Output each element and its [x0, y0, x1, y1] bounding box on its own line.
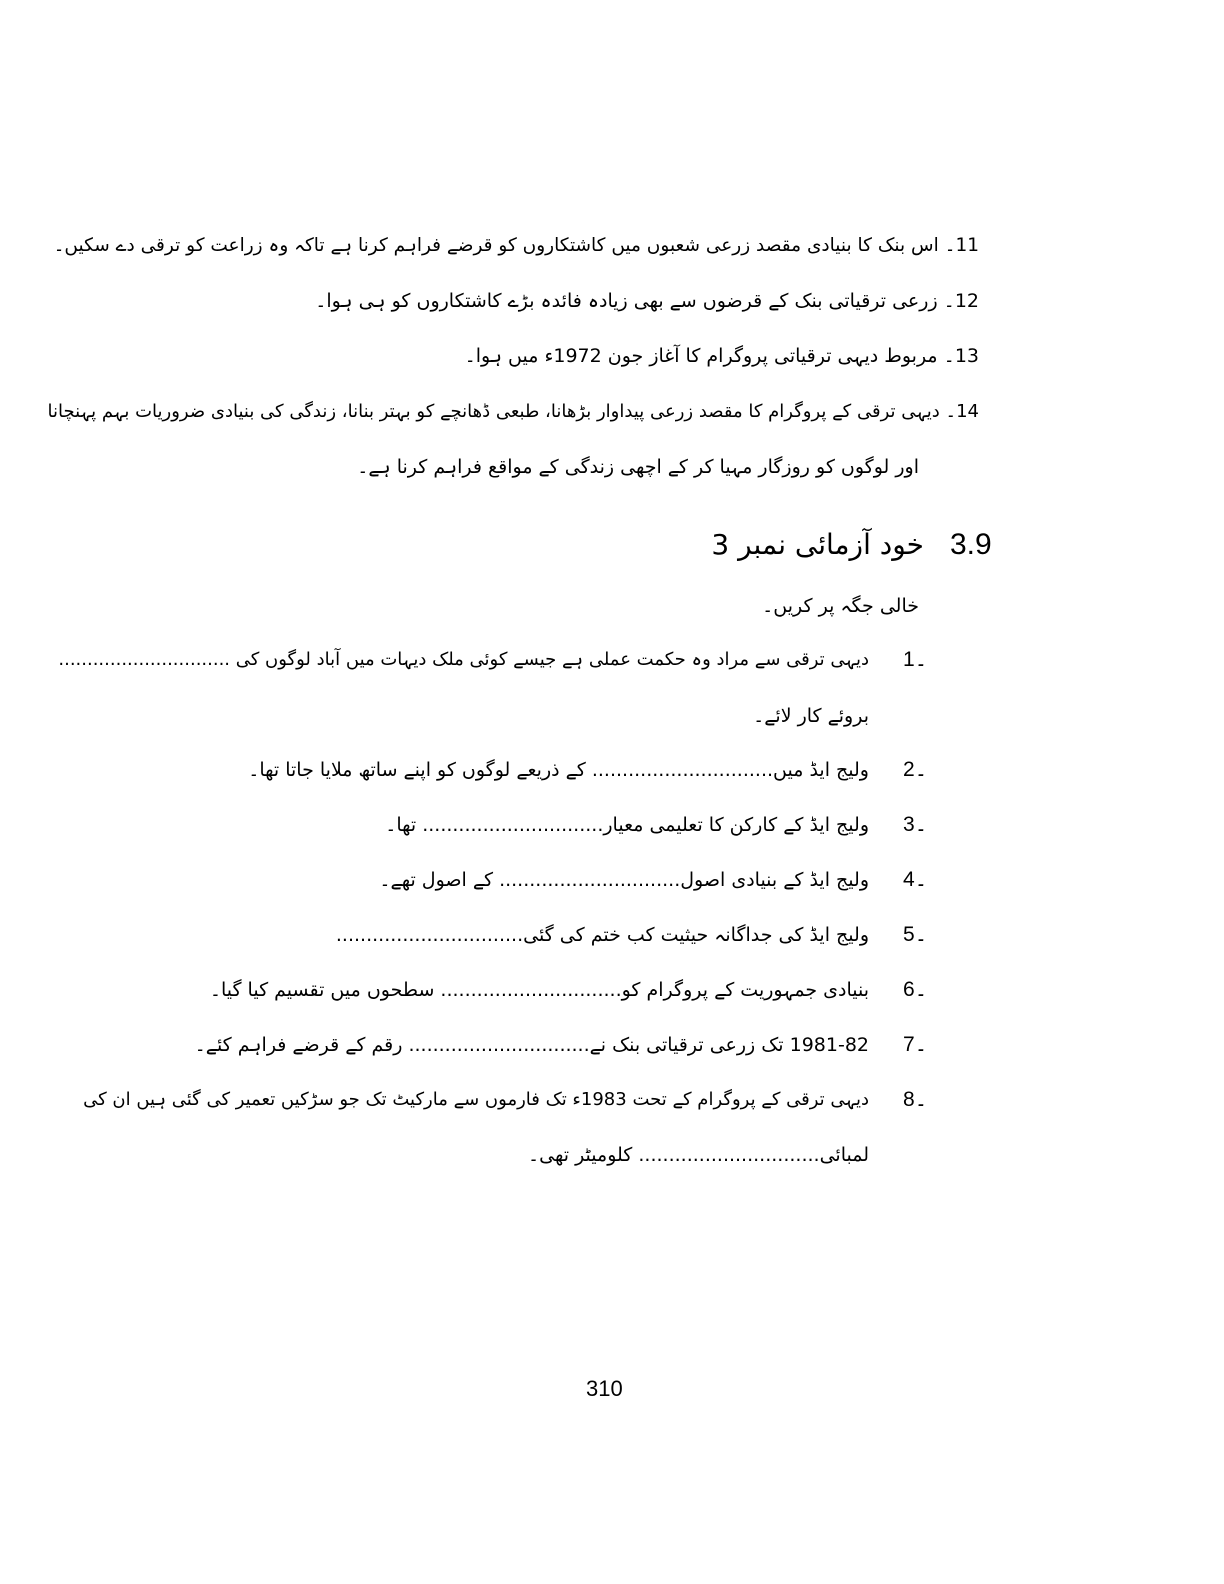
exercise-number: 3۔	[903, 813, 927, 836]
exercise-item-7	[195, 1030, 869, 1060]
exercise-item-5	[336, 920, 869, 950]
section-title: خود آزمائی نمبر 3	[711, 528, 924, 561]
summary-point-13	[465, 341, 979, 371]
exercise-text: 1981-82 تک زرعی ترقیاتی بنک نے.............................. رقم کے قرضے فراہم کئے۔	[194, 1034, 869, 1056]
exercise-text: دیہی ترقی سے مراد وہ حکمت عملی ہے جیسے کوئی ملک دیہات میں آباد لوگوں کی ..............................	[58, 649, 869, 670]
summary-point-number: 13۔	[943, 345, 979, 367]
summary-point-text: زرعی ترقیاتی بنک کے قرضوں سے بھی زیادہ فائدہ بڑے کاشتکاروں کو ہی ہوا۔	[315, 290, 938, 312]
exercise-item-6	[210, 975, 869, 1005]
exercise-number: 7۔	[903, 1033, 927, 1056]
exercise-number: 8۔	[903, 1088, 927, 1111]
exercise-item-1-continuation	[753, 701, 869, 731]
summary-point-11	[54, 231, 979, 261]
summary-point-number: 12۔	[943, 290, 979, 312]
exercise-text: ولیج ایڈ میں.............................. کے ذریعے لوگوں کو اپنے ساتھ ملایا جاتا تھا۔	[248, 759, 869, 781]
exercise-number: 4۔	[903, 868, 927, 891]
summary-point-text: اس بنک کا بنیادی مقصد زرعی شعبوں میں کاشتکاروں کو قرضے فراہم کرنا ہے تاکہ وہ زراعت کو ترقی دے سکیں۔	[53, 235, 939, 256]
summary-point-14-continuation	[357, 452, 919, 482]
summary-point-number: 11۔	[944, 235, 979, 256]
exercise-number: 2۔	[903, 758, 927, 781]
exercise-text: ولیج ایڈ کی جداگانہ حیثیت کب ختم کی گئی...............................	[335, 924, 869, 946]
summary-point-14	[48, 397, 979, 427]
exercise-text: لمبائی.............................. کلومیٹر تھی۔	[528, 1144, 869, 1166]
exercise-number: 5۔	[903, 923, 927, 946]
exercise-number: 6۔	[903, 978, 927, 1001]
exercise-text: ولیج ایڈ کے بنیادی اصول.............................. کے اصول تھے۔	[379, 869, 869, 891]
summary-point-text: مربوط دیہی ترقیاتی پروگرام کا آغاز جون 1972ء میں ہوا۔	[464, 345, 938, 367]
exercise-item-4	[379, 865, 869, 895]
exercise-text: دیہی ترقی کے پروگرام کے تحت 1983ء تک فارموں سے مارکیٹ تک جو سڑکیں تعمیر کی گئی ہیں ان کی	[83, 1089, 869, 1110]
section-instruction: خالی جگہ پر کریں۔	[762, 595, 919, 617]
summary-point-12	[315, 286, 979, 316]
exercise-item-8-continuation	[528, 1140, 869, 1170]
summary-point-number: 14۔	[945, 401, 979, 422]
exercise-text: بنیادی جمہوریت کے پروگرام کو.............................. سطحوں میں تقسیم کیا گیا۔	[209, 979, 869, 1001]
section-number: 3.9	[950, 528, 992, 561]
summary-point-text: دیہی ترقی کے پروگرام کا مقصد زرعی پیداوار بڑھانا، طبعی ڈھانچے کو بہتر بنانا، زندگی کی بنیادی ضروریات بہم پہنچانا	[47, 401, 940, 422]
summary-point-text: اور لوگوں کو روزگار مہیا کر کے اچھی زندگی کے مواقع فراہم کرنا ہے۔	[357, 456, 919, 478]
page-number: 310	[586, 1376, 623, 1401]
exercise-text: ولیج ایڈ کے کارکن کا تعلیمی معیار.............................. تھا۔	[385, 814, 869, 836]
exercise-text: بروئے کار لائے۔	[753, 705, 869, 727]
exercise-item-3	[385, 810, 869, 840]
exercise-item-2	[248, 755, 869, 785]
exercise-item-1	[58, 645, 869, 675]
exercise-number: 1۔	[903, 648, 927, 671]
exercise-item-8	[83, 1085, 869, 1115]
